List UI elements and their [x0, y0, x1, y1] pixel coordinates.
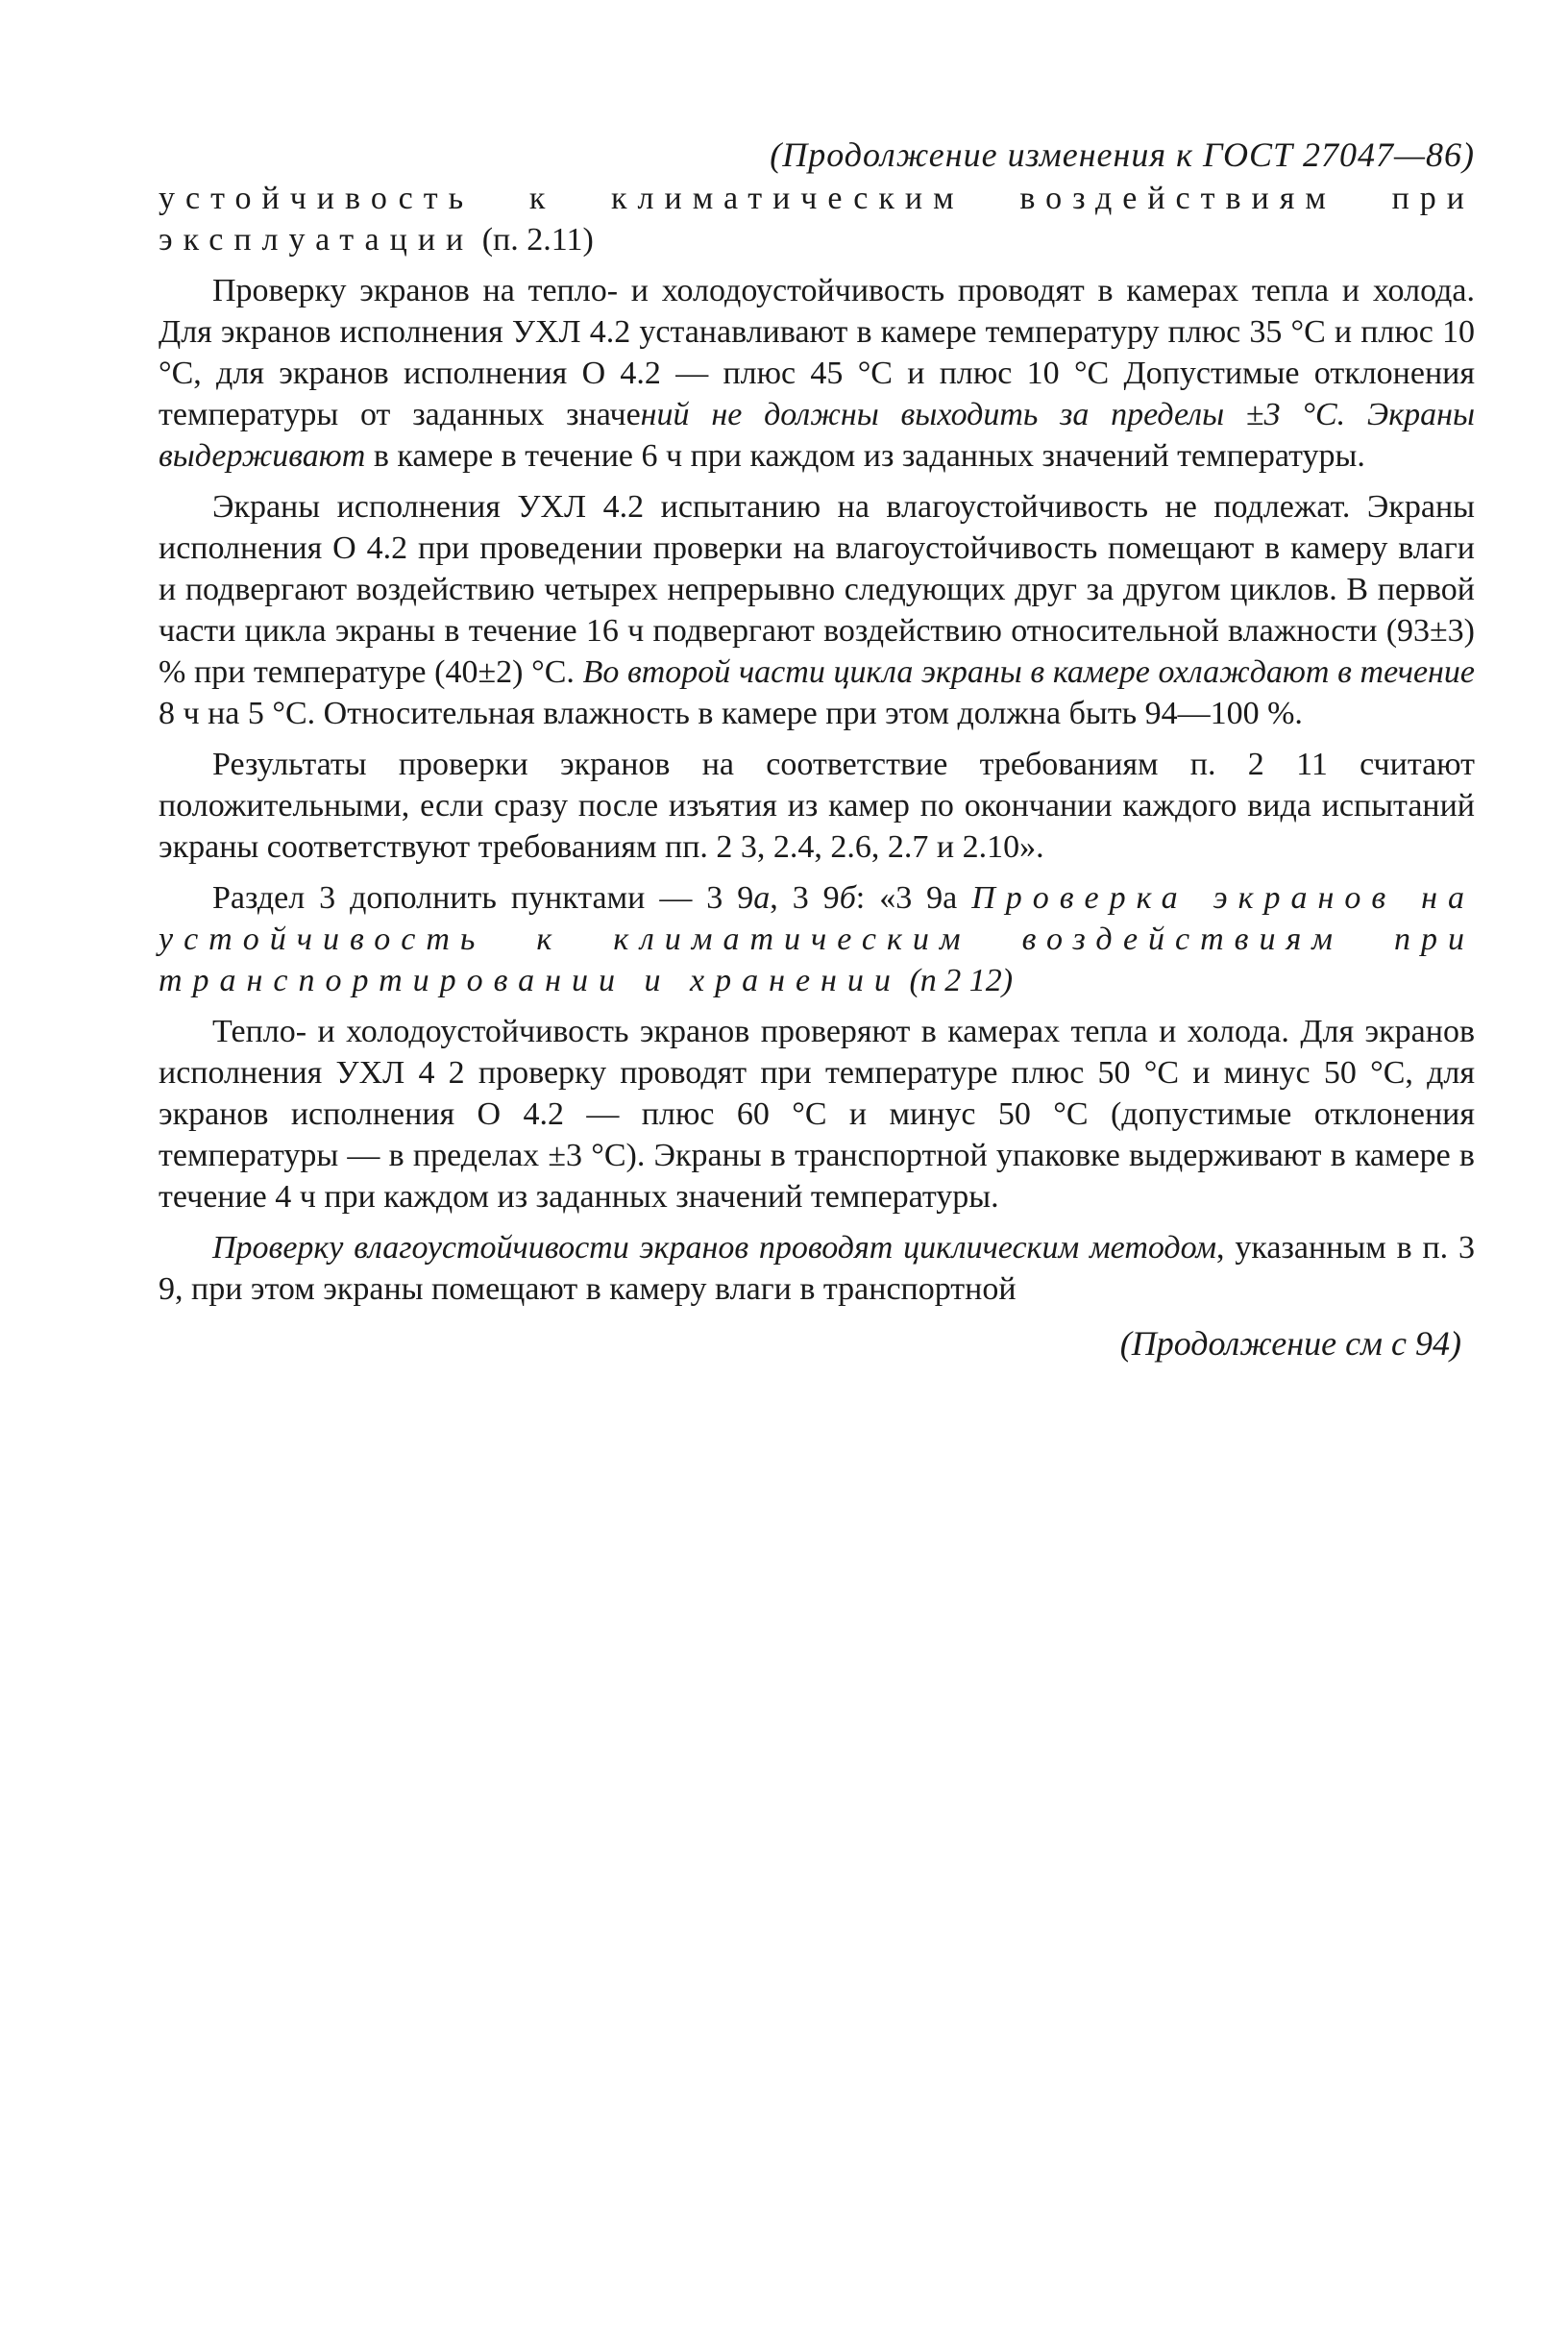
paragraph-section-3-addition — [159, 877, 1475, 1001]
italic-text: Проверку влагоустойчивости экранов проводят циклическим методом — [212, 1230, 1217, 1266]
spaced-heading: Проверка экранов на устойчивость к климатическим воздействиям при транспортировании и хранении — [159, 880, 1475, 998]
document-page — [159, 135, 1475, 1365]
paragraph-transport-heat-cold — [159, 1011, 1475, 1217]
paragraph-humidity-test — [159, 486, 1475, 734]
paragraph-text: Результаты проверки экранов на соответствие требованиям п. 2 11 считают положительными, если сразу после изъятия из камер по окончании каждого вида испытаний экраны соответствуют требованиям пп. 2 3, 2.4, 2.6, 2.7 и 2.10». — [159, 747, 1475, 865]
item-letter: а — [753, 880, 771, 916]
page-footer: (Продолжение см с 94) — [1119, 1324, 1461, 1363]
item-letter: б — [839, 880, 856, 916]
paragraph-heat-cold-test — [159, 270, 1475, 477]
clause-reference: (п. 2.11) — [474, 222, 594, 258]
paragraph-text: в камере в течение 6 ч при каждом из заданных значений температуры. — [365, 438, 1365, 474]
paragraph-text: Проверку экранов на тепло- и холодоустойчивость проводят в камерах тепла и холода. Для экранов исполнения УХЛ 4.2 устанавливают в камере температуру плюс 35 °С и плюс 10 °С, для экранов исполнения О 4.2 — плюс 45 °С и плюс 10 °С Допустимые отклонения температуры от заданных значе — [159, 273, 1475, 432]
paragraph-transport-humidity — [159, 1227, 1475, 1310]
italic-text: Во второй части цикла экраны в камере охлаждают в течение — [582, 654, 1475, 690]
paragraph-text: Экраны исполнения УХЛ 4.2 испытанию на влагоустойчивость не подлежат. Экраны исполнения О 4.2 при проведении проверки на влагоустойчивость помещают в камеру влаги и подвергают воздействию четырех непрерывно следующих друг за другом циклов. В первой части цикла экраны в течение 16 ч подвергают воздействию относительной влажности (93±3) % при температуре (40±2) °С. — [159, 489, 1475, 690]
paragraph-text: , указанным в п. 3 9, при этом экраны помещают в камеру влаги в транспортной — [159, 1230, 1475, 1307]
paragraph-text: Раздел 3 дополнить пунктами — 3 9 — [212, 880, 754, 916]
paragraph-text: 8 ч на 5 °С. Относительная влажность в камере при этом должна быть 94—100 %. — [159, 696, 1303, 731]
clause-reference: (п 2 12) — [900, 963, 1014, 998]
page-header: (Продолжение изменения к ГОСТ 27047—86) — [770, 135, 1475, 174]
paragraph-results — [159, 744, 1475, 868]
paragraph-text: Тепло- и холодоустойчивость экранов проверяют в камерах тепла и холода. Для экранов исполнения УХЛ 4 2 проверку проводят при температуре плюс 50 °С и минус 50 °С, для экранов исполнения О 4.2 — плюс 60 °С и минус 50 °С (допустимые отклонения температуры — в пределах ±3 °С). Экраны в транспортной упаковке выдерживают в камере в течение 4 ч при каждом из заданных значений температуры. — [159, 1014, 1475, 1215]
paragraph-text: : «3 9а — [855, 880, 972, 916]
section-heading-operation — [159, 178, 1475, 260]
spaced-heading: устойчивость к климатическим воздействиям при эксплуатации — [159, 181, 1475, 258]
paragraph-text: , 3 9 — [770, 880, 840, 916]
italic-text: ний не должны выходить за пределы ±3 °С. Экраны выдерживают — [159, 397, 1475, 474]
